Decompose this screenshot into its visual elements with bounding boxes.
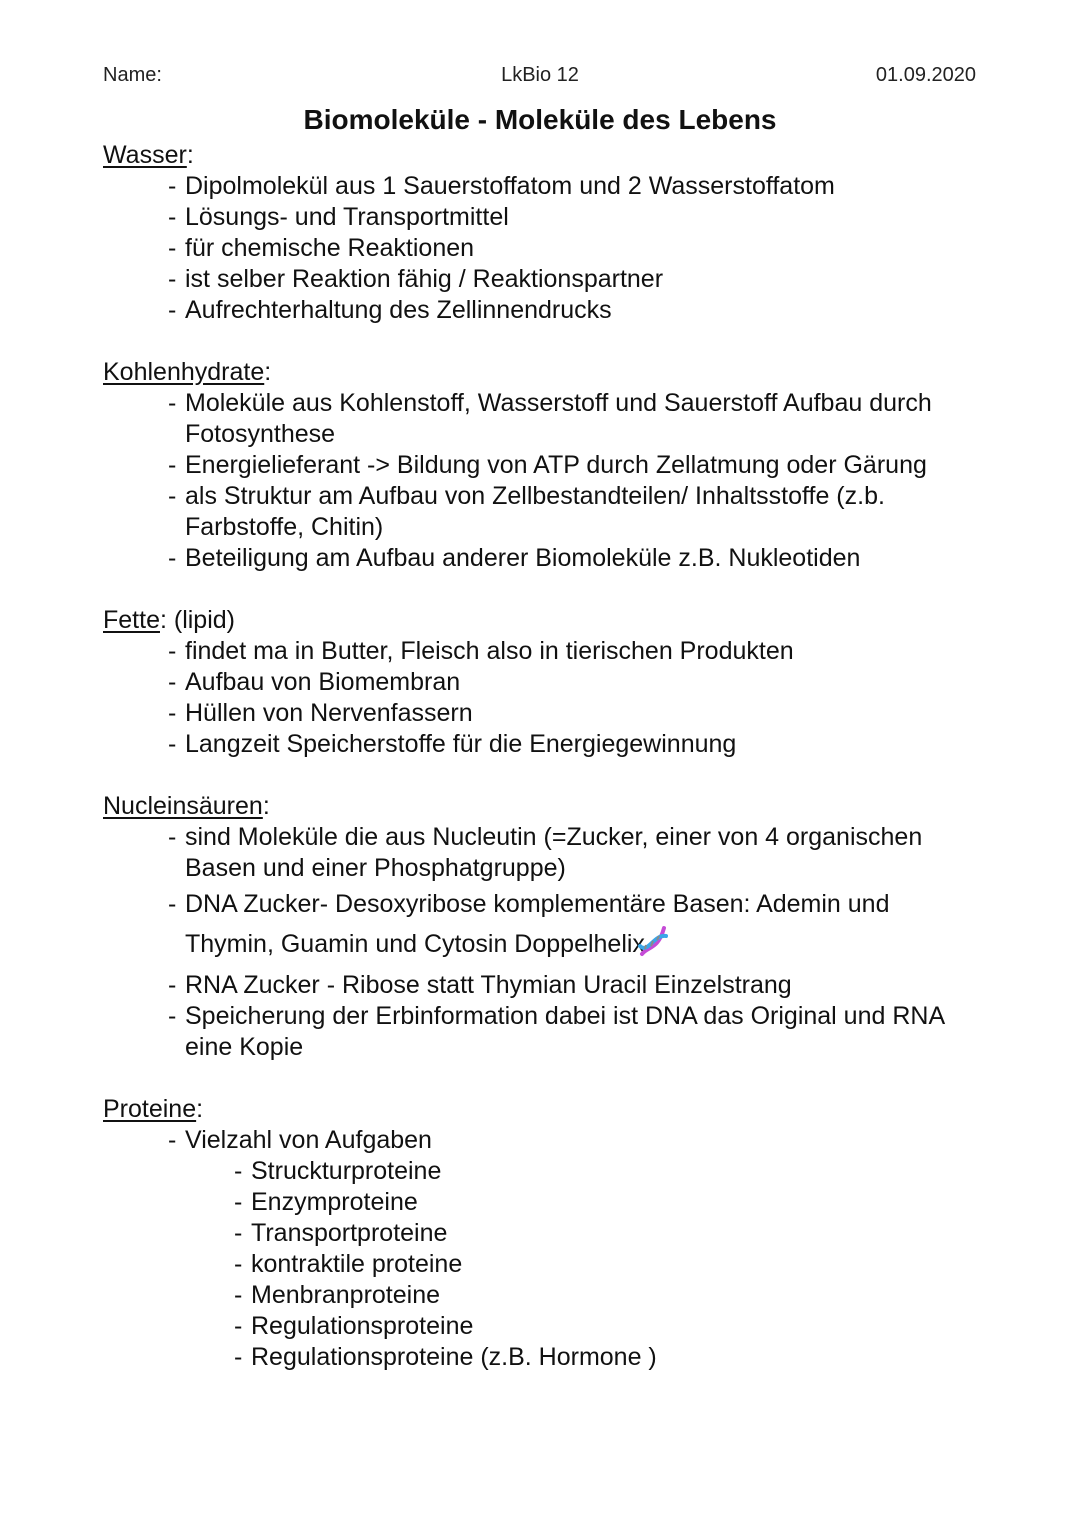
list-item: - Menbranproteine: [234, 1281, 441, 1309]
section-nucleinsaeuren: [103, 791, 983, 1063]
list-item: - findet ma in Butter, Fleisch also in tierischen Produkten: [168, 637, 794, 665]
section-heading: Fette: (lipid): [103, 606, 235, 634]
bullet-list: [103, 822, 983, 1063]
list-item: - Moleküle aus Kohlenstoff, Wasserstoff und Sauerstoff Aufbau durch Fotosynthese: [168, 389, 932, 448]
section-heading: Kohlenhydrate:: [103, 358, 272, 386]
section-proteine: [103, 1094, 983, 1373]
list-item: - für chemische Reaktionen: [168, 234, 475, 262]
list-item: - Beteiligung am Aufbau anderer Biomoleküle z.B. Nukleotiden: [168, 544, 861, 572]
list-item: - ist selber Reaktion fähig / Reaktionspartner: [168, 265, 664, 293]
list-item: - Transportproteine: [234, 1219, 448, 1247]
list-item: - als Struktur am Aufbau von Zellbestandteilen/ Inhaltsstoffe (z.b. Farbstoffe, Chitin): [168, 482, 885, 541]
bullet-list: [103, 1125, 983, 1373]
course-label: LkBio 12: [501, 64, 579, 86]
name-label: Name:: [103, 64, 162, 86]
bullet-list: [103, 636, 983, 760]
document-body: [103, 140, 983, 1404]
list-item: - Hüllen von Nervenfassern: [168, 699, 473, 727]
list-item: - Aufbau von Biomembran: [168, 668, 461, 696]
list-item: - RNA Zucker - Ribose statt Thymian Uracil Einzelstrang: [168, 971, 792, 999]
list-item: - Regulationsproteine: [234, 1312, 474, 1340]
section-heading: Wasser:: [103, 141, 194, 169]
list-item: - DNA Zucker- Desoxyribose komplementäre Basen: Ademin und Thymin, Guamin und Cytosin Doppelhelix: [168, 884, 983, 970]
bullet-list: [103, 388, 983, 574]
list-item: - Aufrechterhaltung des Zellinnendrucks: [168, 296, 612, 324]
list-item: - Vielzahl von Aufgaben: [168, 1126, 432, 1154]
list-item: - Regulationsproteine (z.B. Hormone ): [234, 1343, 657, 1371]
list-item: - Lösungs- und Transportmittel: [168, 203, 509, 231]
list-item: - sind Moleküle die aus Nucleutin (=Zucker, einer von 4 organischen Basen und einer Phosphatgruppe): [168, 823, 923, 882]
list-item: - Enzymproteine: [234, 1188, 418, 1216]
section-wasser: [103, 140, 983, 326]
list-item: - kontraktile proteine: [234, 1250, 463, 1278]
dna-icon: [653, 924, 670, 970]
date-label: 01.09.2020: [875, 64, 976, 86]
bullet-list: [103, 171, 983, 326]
list-item: - Speicherung der Erbinformation dabei ist DNA das Original und RNA eine Kopie: [168, 1002, 944, 1061]
list-item: - Langzeit Speicherstoffe für die Energiegewinnung: [168, 730, 737, 758]
page-title: Biomoleküle - Moleküle des Lebens: [303, 104, 777, 135]
section-heading: Proteine:: [103, 1095, 204, 1123]
section-kohlenhydrate: [103, 357, 983, 574]
list-item: - Struckturproteine: [234, 1157, 442, 1185]
section-heading: Nucleinsäuren:: [103, 792, 270, 820]
list-item: - Dipolmolekül aus 1 Sauerstoffatom und 2 Wasserstoffatom: [168, 172, 835, 200]
section-fette: [103, 605, 983, 760]
list-item: - Energielieferant -> Bildung von ATP durch Zellatmung oder Gärung: [168, 451, 927, 479]
